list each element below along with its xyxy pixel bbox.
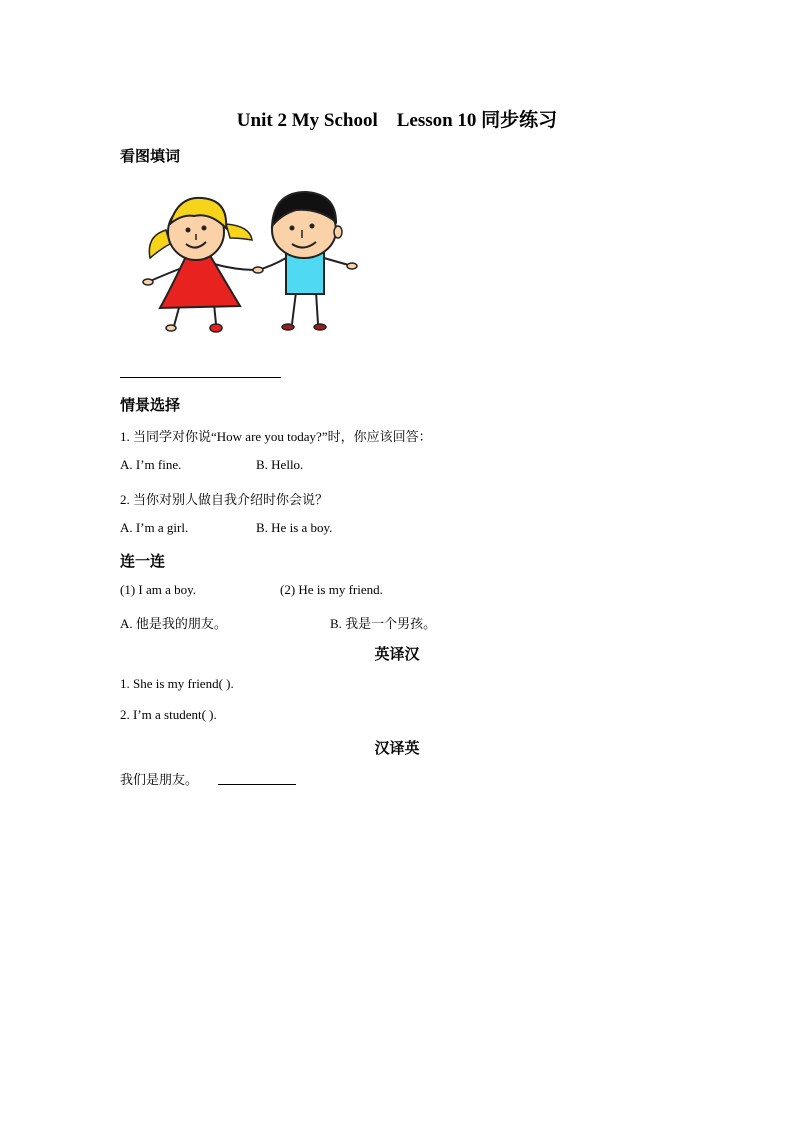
translation-question-3: 我们是朋友。: [120, 772, 199, 787]
match-item-1: (1) I am a boy.: [120, 582, 197, 597]
question-2-option-a: A. I’m a girl.: [120, 520, 189, 535]
translation-question-1: 1. She is my friend( ).: [120, 676, 234, 691]
section-heading-picture-fill: 看图填词: [120, 149, 181, 165]
girl-figure: [143, 198, 256, 332]
answer-blank-line[interactable]: [120, 377, 281, 378]
children-holding-hands-illustration: [138, 186, 362, 336]
section-heading-english-to-chinese: 英译汉: [374, 647, 420, 663]
match-option-b: B. 我是一个男孩。: [330, 616, 437, 631]
boy-figure: [253, 192, 357, 330]
match-option-a: A. 他是我的朋友。: [120, 616, 227, 631]
question-1-text: 1. 当同学对你说“How are you today?”时，你应该回答：: [120, 429, 432, 444]
section-heading-matching: 连一连: [120, 554, 166, 570]
question-1-option-a: A. I’m fine.: [120, 457, 182, 472]
page-title: Unit 2 My School Lesson 10 同步练习: [236, 110, 558, 131]
translation-question-2: 2. I’m a student( ).: [120, 707, 217, 722]
question-2-text: 2. 当你对别人做自我介绍时你会说？: [120, 492, 329, 507]
question-2-option-b: B. He is a boy.: [256, 520, 333, 535]
question-1-option-b: B. Hello.: [256, 457, 304, 472]
section-heading-chinese-to-english: 汉译英: [374, 741, 420, 757]
match-item-2: (2) He is my friend.: [280, 582, 383, 597]
section-heading-situation-choice: 情景选择: [120, 398, 181, 414]
translation-answer-blank[interactable]: [218, 784, 296, 785]
